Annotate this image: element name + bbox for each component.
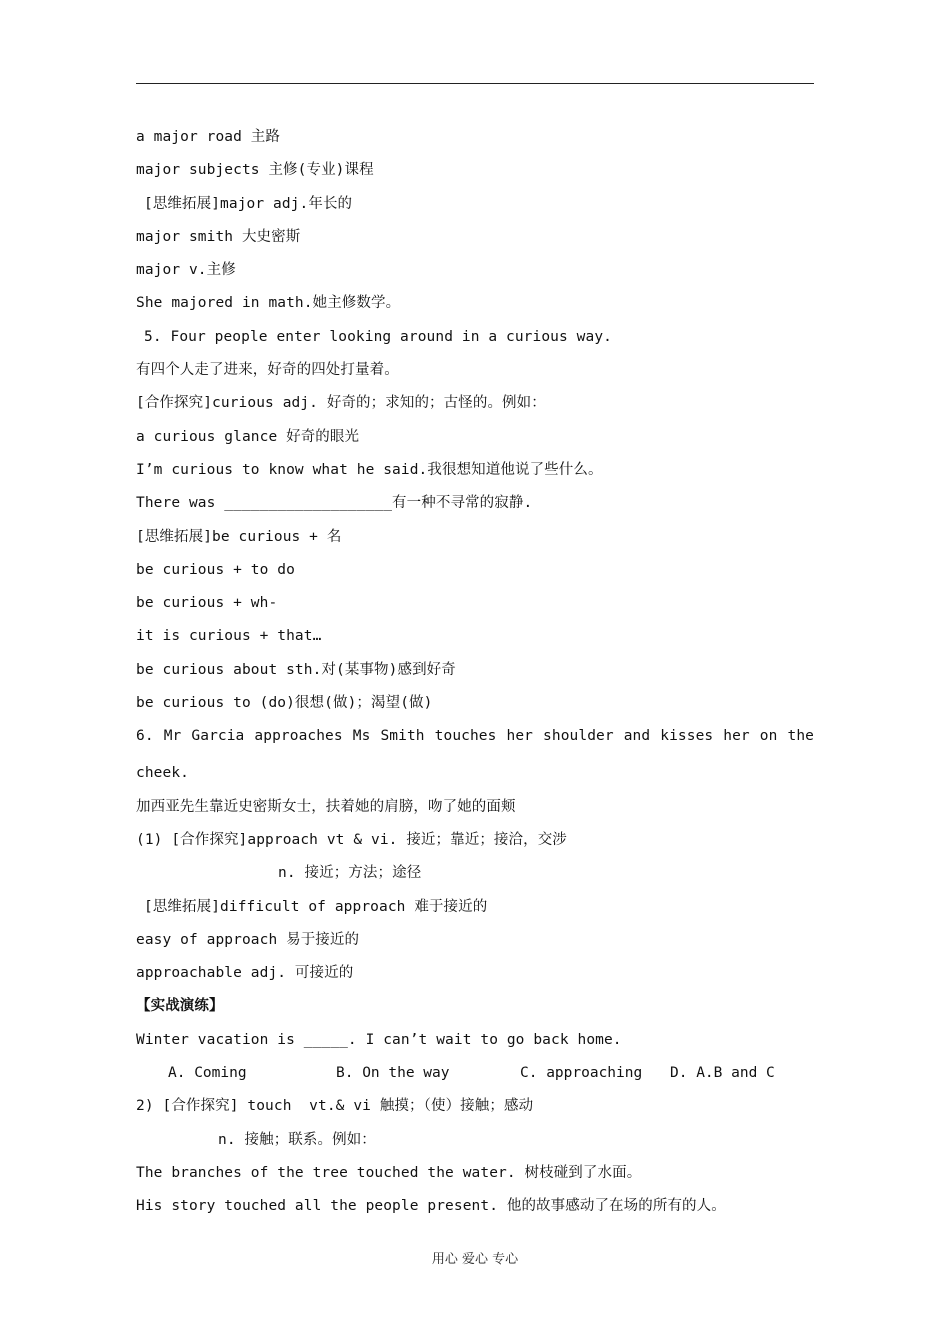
option-d: D. A.B and C [670,1065,775,1082]
text-line: major subjects 主修(专业)课程 [136,162,374,179]
option-a: A. Coming [168,1065,247,1082]
text-line: 2) [合作探究] touch vt.& vi 触摸；（使）接触；感动 [136,1098,534,1115]
text-line: [思维拓展]major adj.年长的 [144,195,353,212]
text-line: approachable adj. 可接近的 [136,965,354,982]
text-line: n. 接触；联系。例如： [218,1131,376,1148]
text-line: major smith 大史密斯 [136,228,301,245]
header-rule [136,83,814,84]
text-line: I’m curious to know what he said.我很想知道他说了些什么。 [136,461,603,478]
text-line: 有四个人走了进来，好奇的四处打量着。 [136,362,399,379]
text-line: His story touched all the people present. 他的故事感动了在场的所有的人。 [136,1198,726,1215]
page-footer: 用心 爱心 专心 [431,1252,519,1267]
text-line: [合作探究]curious adj. 好奇的；求知的；古怪的。例如： [136,395,546,412]
document-body [136,124,814,1227]
text-line: be curious + to do [136,561,295,578]
text-line: major v.主修 [136,262,236,279]
text-line: be curious about sth.对(某事物)感到好奇 [136,661,456,678]
section-heading: 【实战演练】 [136,998,224,1015]
text-line: a major road 主路 [136,129,280,145]
option-c: C. approaching [520,1065,643,1082]
text-line: 5. Four people enter looking around in a curious way. [144,328,612,345]
text-line: 加西亚先生靠近史密斯女士，扶着她的肩膀，吻了她的面颊 [136,798,516,815]
text-line: be curious + wh- [136,595,278,612]
text-line: [思维拓展]be curious + 名 [136,528,342,545]
text-line: be curious to (do)很想(做)；渴望(做) [136,695,433,712]
text-line: easy of approach 易于接近的 [136,931,360,948]
question-line: Winter vacation is _____. I can’t wait to go back home. [136,1031,622,1048]
fill-blank-line: There was ___________________有一种不寻常的寂静. [136,495,533,512]
text-line: a curious glance 好奇的眼光 [136,428,360,445]
option-b: B. On the way [336,1065,450,1082]
text-line: The branches of the tree touched the water. 树枝碰到了水面。 [136,1164,642,1181]
text-line: (1) [合作探究]approach vt & vi. 接近；靠近；接洽，交涉 [136,831,567,848]
text-line: it is curious + that… [136,628,322,645]
text-line: [思维拓展]difficult of approach 难于接近的 [144,898,488,915]
answer-options [136,1060,814,1093]
text-line: She majored in math.她主修数学。 [136,295,401,312]
text-line: cheek. [136,765,189,782]
text-line: n. 接近；方法；途径 [278,865,422,882]
text-line: 6. Mr Garcia approaches Ms Smith touches her shoulder and kisses her on the [136,728,814,745]
